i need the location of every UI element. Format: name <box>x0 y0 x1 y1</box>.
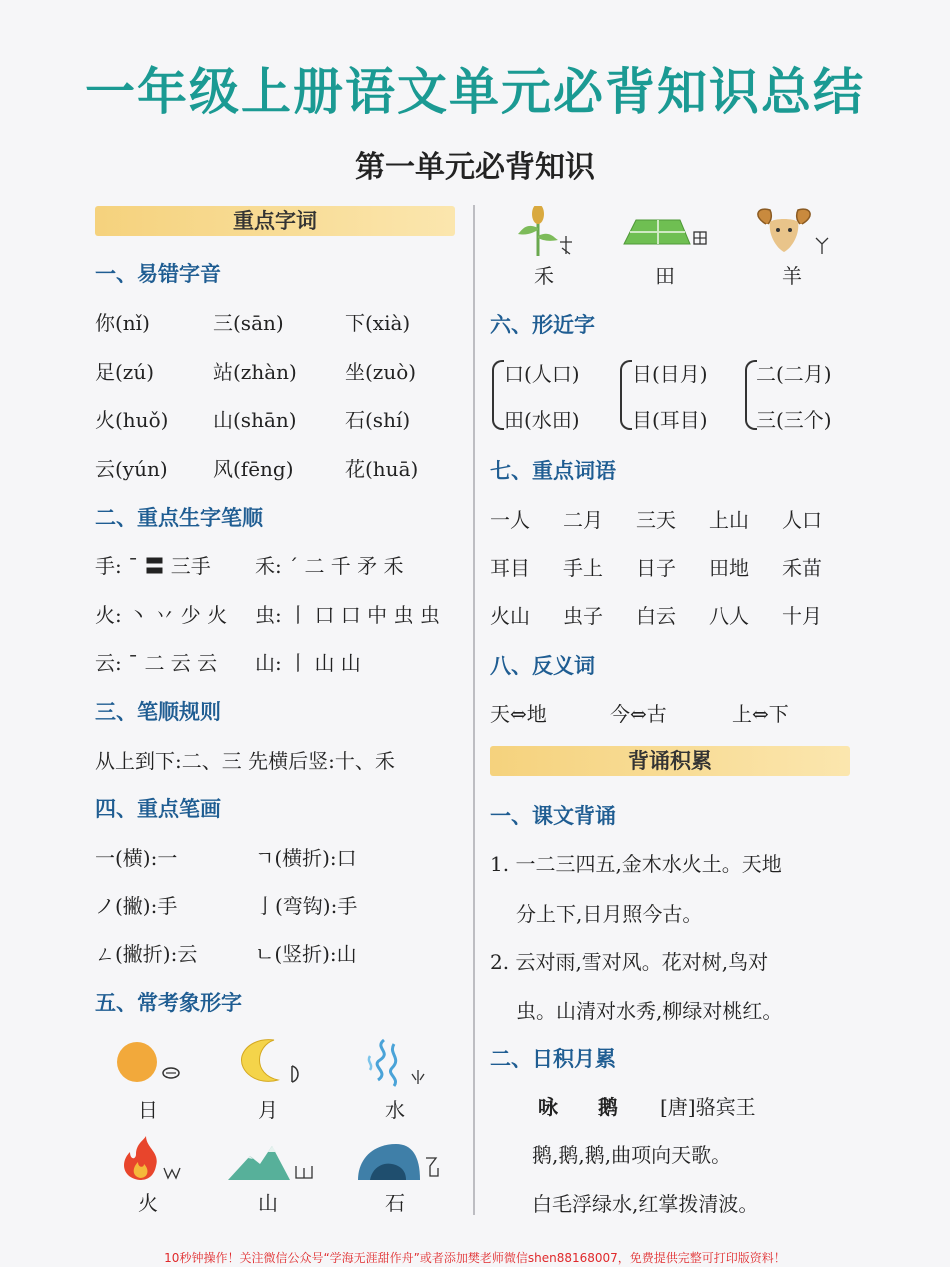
phrase-item: 人口 <box>782 508 822 532</box>
field-icon <box>618 214 710 250</box>
key-stroke-item: 一(横):一 <box>95 846 178 870</box>
pictograph-label: 羊 <box>782 264 802 288</box>
key-stroke-item: ㄥ(撇折):云 <box>95 942 198 966</box>
similar-char-item: 三(三个) <box>756 408 832 432</box>
sound-item: 足(zú) <box>95 360 155 384</box>
stroke-item: 火: 丶 丷 少 火 <box>95 603 228 627</box>
sound-item: 火(huǒ) <box>95 408 169 432</box>
pictograph-label: 日 <box>138 1098 158 1122</box>
phrase-item: 日子 <box>636 556 676 580</box>
recitation-line: 分上下,日月照今古。 <box>516 902 703 926</box>
poem-author: [唐]骆宾王 <box>660 1095 756 1119</box>
phrase-item: 上山 <box>709 508 749 532</box>
antonym-pair: 上⇔下 <box>732 702 789 726</box>
sound-item: 山(shān) <box>213 408 297 432</box>
moon-icon <box>234 1036 309 1088</box>
key-stroke-item: 亅(弯钩):手 <box>255 894 358 918</box>
section-bar-key-words: 重点字词 <box>95 206 455 236</box>
recitation-line: 2. 云对雨,雪对风。花对树,鸟对 <box>490 950 769 974</box>
stroke-rules-text: 从上到下:二、三 先横后竖:十、禾 <box>95 749 395 773</box>
sheep-icon <box>752 206 838 258</box>
pictograph-label: 水 <box>385 1098 405 1122</box>
fire-icon <box>116 1134 186 1184</box>
pictograph-label: 禾 <box>534 264 554 288</box>
pictograph-label: 月 <box>258 1098 278 1122</box>
pictograph-label: 田 <box>655 264 675 288</box>
recitation-line: 1. 一二三四五,金木水火土。天地 <box>490 852 782 876</box>
grain-icon <box>512 206 584 258</box>
similar-char-item: 田(水田) <box>504 408 580 432</box>
phrase-item: 手上 <box>563 556 603 580</box>
poem-line: 白毛浮绿水,红掌拨清波。 <box>532 1192 759 1216</box>
phrase-item: 耳目 <box>490 556 530 580</box>
phrase-item: 一人 <box>490 508 530 532</box>
phrase-item: 田地 <box>709 556 749 580</box>
sound-item: 风(fēng) <box>213 457 294 481</box>
phrase-item: 二月 <box>563 508 603 532</box>
stroke-item: 手: ˉ 〓 三手 <box>95 554 211 578</box>
sound-item: 云(yún) <box>95 457 168 481</box>
similar-char-item: 目(耳目) <box>632 408 708 432</box>
stroke-item: 虫: 丨 口 口 中 虫 虫 <box>255 603 440 627</box>
page-title: 一年级上册语文单元必背知识总结 <box>85 63 865 121</box>
heading-pictographs: 五、常考象形字 <box>95 991 242 1015</box>
similar-char-item: 二(二月) <box>756 362 832 386</box>
stroke-item: 禾: ˊ 二 千 矛 禾 <box>255 554 404 578</box>
sound-item: 石(shí) <box>345 408 411 432</box>
pictograph-label: 山 <box>258 1191 278 1215</box>
stone-icon <box>356 1140 441 1184</box>
heading-daily-accumulation: 二、日积月累 <box>490 1047 616 1071</box>
poem-title: 咏 鹅 <box>538 1095 618 1119</box>
key-stroke-item: ノ(撇):手 <box>95 894 178 918</box>
phrase-item: 白云 <box>636 604 676 628</box>
antonym-pair: 天⇔地 <box>490 702 547 726</box>
key-stroke-item: ㄴ(竖折):山 <box>255 942 357 966</box>
heading-key-strokes: 四、重点笔画 <box>95 797 221 821</box>
stroke-item: 山: 丨 山 山 <box>255 651 361 675</box>
heading-key-phrases: 七、重点词语 <box>490 459 616 483</box>
pictograph-label: 火 <box>138 1191 158 1215</box>
poem-line: 鹅,鹅,鹅,曲项向天歌。 <box>532 1143 732 1167</box>
brace <box>492 360 504 430</box>
sun-icon <box>113 1040 183 1088</box>
heading-error-prone-sounds: 一、易错字音 <box>95 262 221 286</box>
sound-item: 坐(zuò) <box>345 360 417 384</box>
footer-notice: 10秒钟操作！关注微信公众号“学海无涯甜作舟”或者添加樊老师微信shen88168007，免费提供完整可打印版资料！ <box>164 1251 786 1265</box>
phrase-item: 禾苗 <box>782 556 822 580</box>
antonym-pair: 今⇔古 <box>610 702 667 726</box>
sound-item: 三(sān) <box>213 311 284 335</box>
brace <box>620 360 632 430</box>
sound-item: 你(nǐ) <box>95 311 150 335</box>
column-divider <box>473 205 475 1215</box>
sound-item: 下(xià) <box>345 311 411 335</box>
phrase-item: 虫子 <box>563 604 603 628</box>
heading-antonyms: 八、反义词 <box>490 654 595 678</box>
water-icon <box>362 1034 432 1090</box>
section-bar-recitation: 背诵积累 <box>490 746 850 776</box>
heading-similar-chars: 六、形近字 <box>490 313 595 337</box>
key-stroke-item: ㄱ(横折):口 <box>255 846 357 870</box>
heading-stroke-rules: 三、笔顺规则 <box>95 700 221 724</box>
mountain-icon <box>228 1138 318 1184</box>
sound-item: 花(huā) <box>345 457 419 481</box>
sound-item: 站(zhàn) <box>213 360 297 384</box>
recitation-line: 虫。山清对水秀,柳绿对桃红。 <box>516 999 783 1023</box>
stroke-item: 云: ˉ 二 云 云 <box>95 651 218 675</box>
similar-char-item: 日(日月) <box>632 362 708 386</box>
phrase-item: 三天 <box>636 508 676 532</box>
phrase-item: 八人 <box>709 604 749 628</box>
similar-char-item: 口(人口) <box>504 362 580 386</box>
phrase-item: 火山 <box>490 604 530 628</box>
phrase-item: 十月 <box>782 604 822 628</box>
unit-subtitle: 第一单元必背知识 <box>355 150 595 185</box>
pictograph-label: 石 <box>385 1191 405 1215</box>
heading-text-recitation: 一、课文背诵 <box>490 804 616 828</box>
heading-stroke-order: 二、重点生字笔顺 <box>95 506 263 530</box>
